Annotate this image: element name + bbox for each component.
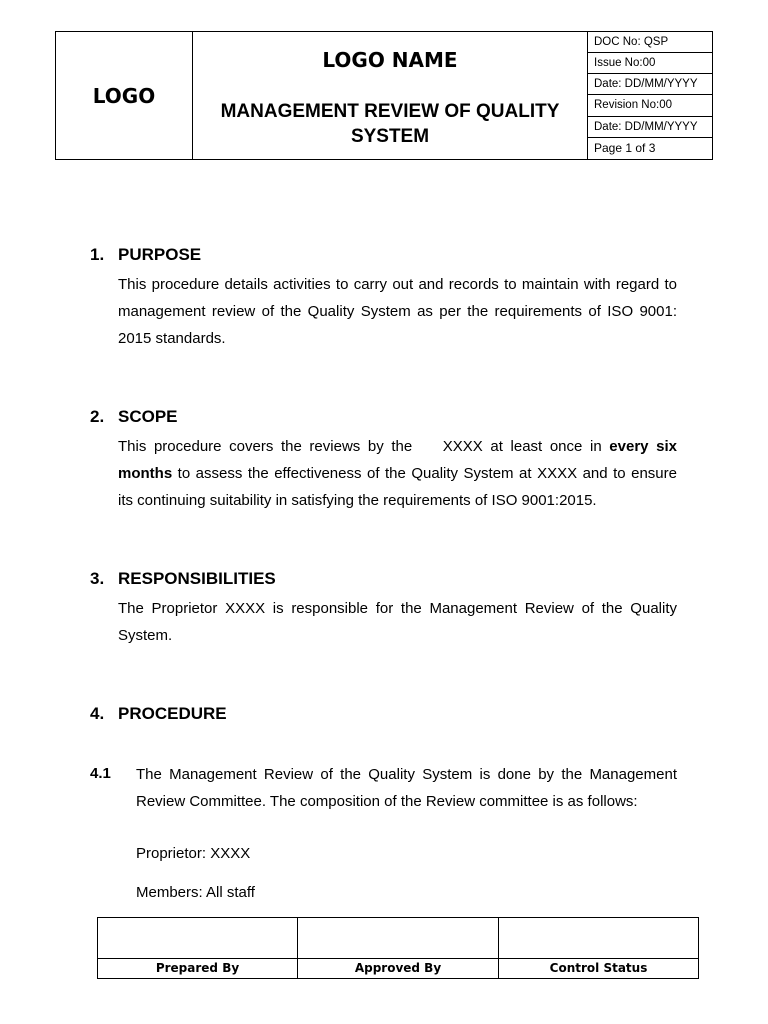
- control-status-cell: [499, 918, 698, 978]
- approved-by-cell: [298, 918, 499, 978]
- issue-date: Date: DD/MM/YYYY: [588, 74, 713, 95]
- procedure-text: The Management Review of the Quality System is done by the Management Review Committee. The composition of the Review committee is as follows:: [136, 766, 677, 810]
- document-header-table: [55, 31, 713, 160]
- signature-space: [298, 918, 498, 959]
- approved-by-label: Approved By: [354, 961, 442, 975]
- subsection-number: 4.1: [90, 765, 111, 782]
- scope-text: [118, 433, 677, 514]
- issue-number: Issue No:00: [588, 53, 713, 74]
- section-title: PURPOSE: [118, 245, 202, 264]
- committee-proprietor: Proprietor: XXXX: [136, 845, 251, 862]
- signature-table: [97, 917, 699, 979]
- signature-space: [98, 918, 297, 959]
- section-number: 1.: [90, 245, 105, 264]
- section-heading-responsibilities: [90, 569, 276, 589]
- section-number: 3.: [90, 569, 105, 588]
- section-heading-purpose: [90, 245, 201, 265]
- revision-date: Date: DD/MM/YYYY: [588, 117, 713, 138]
- section-title: PROCEDURE: [118, 704, 227, 723]
- scope-text-end: to assess the effectiveness of the Quality System at XXXX and to ensure its continuing suitability in satisfying the requirements of ISO 9001:2015.: [118, 465, 677, 509]
- section-heading-procedure: [90, 704, 227, 724]
- section-number: 2.: [90, 407, 105, 426]
- header-center-cell: [193, 32, 588, 159]
- control-status-label: Control Status: [549, 961, 648, 975]
- purpose-text: This procedure details activities to carry out and records to maintain with regard to management review of the Quality System as per the requirements of ISO 9001: 2015 standards.: [118, 276, 677, 347]
- company-name: LOGO NAME: [322, 48, 458, 72]
- document-title: MANAGEMENT REVIEW OF QUALITY SYSTEM: [220, 101, 560, 147]
- section-title: SCOPE: [118, 407, 178, 426]
- section-title: RESPONSIBILITIES: [118, 569, 276, 588]
- signature-space: [499, 918, 698, 959]
- prepared-by-label: Prepared By: [155, 961, 240, 975]
- page-number: Page 1 of 3: [594, 140, 656, 155]
- committee-members: Members: All staff: [136, 884, 255, 901]
- section-heading-scope: [90, 407, 178, 427]
- revision-number: Revision No:00: [588, 95, 713, 116]
- responsibilities-text: The Proprietor XXXX is responsible for the Management Review of the Quality System.: [118, 600, 677, 644]
- scope-text-start: This procedure covers the reviews by the XXXX at least once in: [118, 438, 610, 455]
- logo-placeholder: LOGO: [56, 32, 193, 159]
- prepared-by-cell: [98, 918, 298, 978]
- scope-text-emphasis: every six months: [118, 438, 677, 482]
- doc-number: DOC No: QSP: [588, 32, 713, 53]
- document-meta: [588, 32, 713, 159]
- section-number: 4.: [90, 704, 105, 723]
